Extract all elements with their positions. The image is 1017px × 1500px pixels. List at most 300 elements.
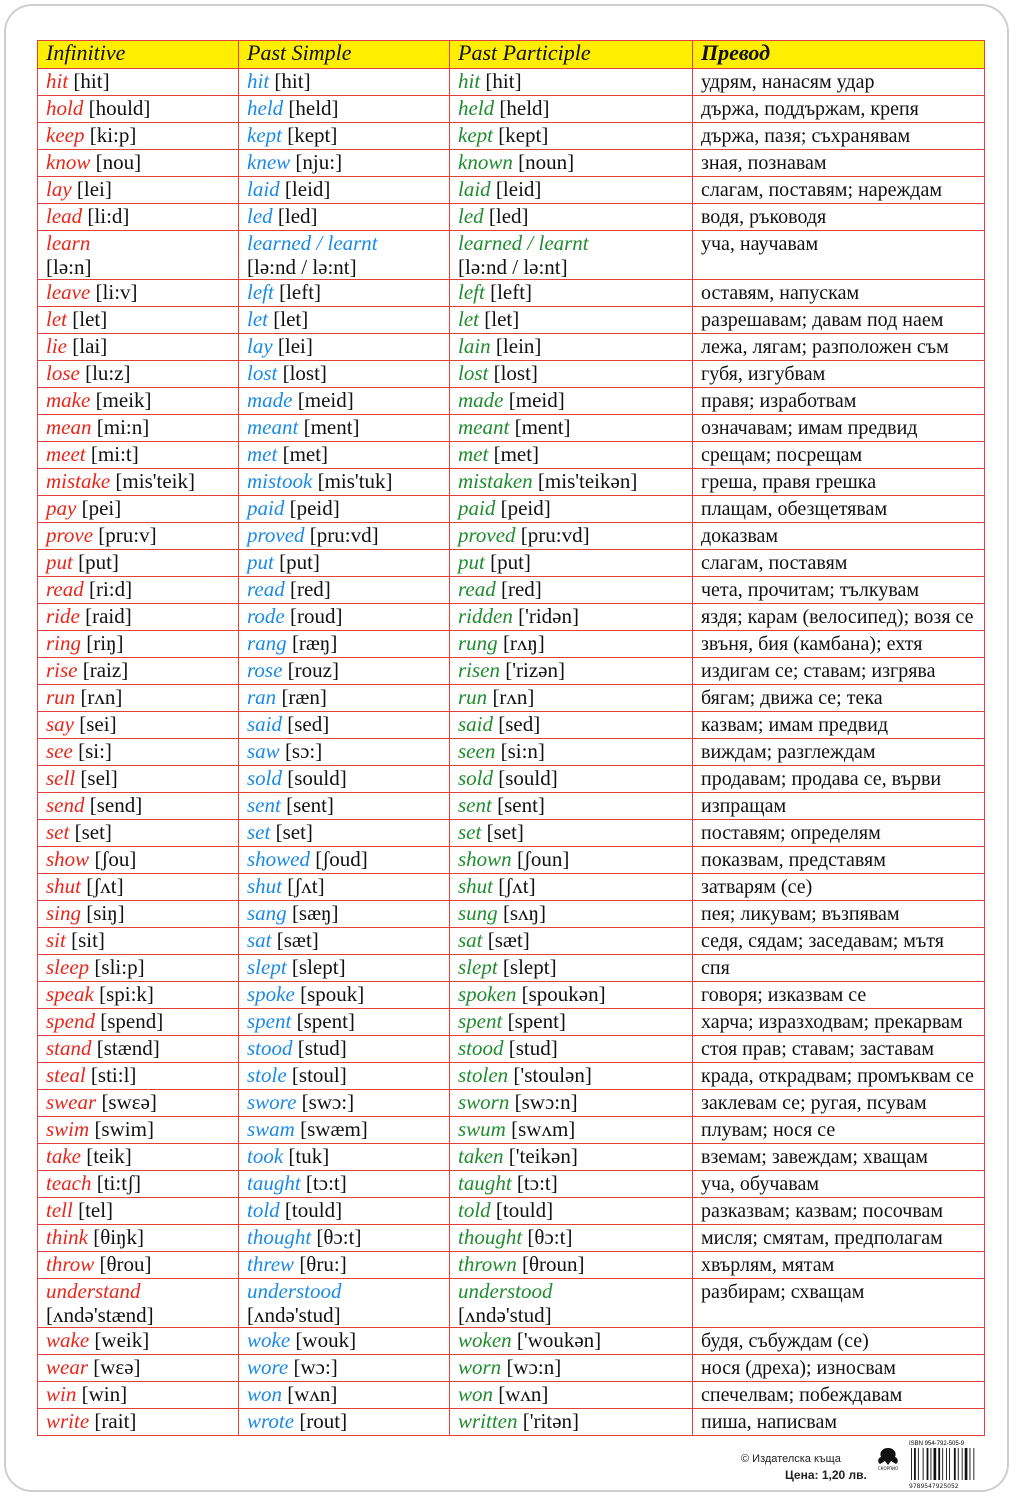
infinitive-cell: [38, 793, 239, 820]
past-participle-word: sent: [458, 793, 492, 817]
translation-cell: [693, 820, 985, 847]
barcode-bar: [962, 1448, 963, 1480]
verb-row: [38, 874, 985, 901]
past-participle-cell: [450, 361, 693, 388]
infinitive-word: wear: [46, 1355, 88, 1379]
past-simple-transcription: [sed]: [287, 712, 330, 736]
past-simple-transcription: [ment]: [303, 415, 360, 439]
infinitive-transcription: [ri:d]: [88, 577, 133, 601]
past-participle-transcription: [hit]: [485, 69, 522, 93]
past-participle-transcription: [ment]: [514, 415, 571, 439]
verb-row: [38, 1279, 985, 1328]
past-simple-cell: [239, 1355, 450, 1382]
verb-row: [38, 442, 985, 469]
infinitive-word: swim: [46, 1117, 90, 1141]
translation-text: показвам, представям: [701, 849, 886, 871]
verb-row: [38, 204, 985, 231]
infinitive-cell: [38, 69, 239, 96]
translation-cell: [693, 685, 985, 712]
past-simple-word: shut: [247, 874, 283, 898]
past-simple-cell: [239, 1009, 450, 1036]
past-participle-cell: [450, 469, 693, 496]
past-simple-transcription: [held]: [288, 96, 339, 120]
past-simple-word: put: [247, 550, 274, 574]
infinitive-word: write: [46, 1409, 90, 1433]
translation-text: уча, обучавам: [701, 1173, 819, 1195]
past-participle-cell: [450, 1009, 693, 1036]
barcode-bar: [954, 1448, 956, 1480]
past-participle-transcription: [mis'teikən]: [537, 469, 638, 493]
past-simple-word: proved: [247, 523, 305, 547]
past-participle-transcription: [meid]: [508, 388, 565, 412]
translation-cell: [693, 1409, 985, 1436]
infinitive-transcription: [sit]: [71, 928, 105, 952]
verb-row: [38, 577, 985, 604]
infinitive-word: lose: [46, 361, 80, 385]
past-participle-cell: [450, 847, 693, 874]
past-simple-word: rose: [247, 658, 283, 682]
barcode-bar: [923, 1448, 924, 1480]
translation-text: греша, правя грешка: [701, 471, 877, 493]
infinitive-word: sleep: [46, 955, 90, 979]
verb-row: [38, 1328, 985, 1355]
translation-text: разрешавам; давам под наем: [701, 309, 944, 331]
verb-row: [38, 739, 985, 766]
past-simple-word: paid: [247, 496, 285, 520]
translation-text: плувам; нося се: [701, 1119, 836, 1141]
infinitive-cell: [38, 442, 239, 469]
translation-text: седя, сядам; заседавам; мътя: [701, 930, 944, 952]
infinitive-word: hit: [46, 69, 69, 93]
past-participle-cell: [450, 1063, 693, 1090]
translation-text: срещам; посрещам: [701, 444, 863, 466]
past-simple-word: swore: [247, 1090, 297, 1114]
verb-row: [38, 1036, 985, 1063]
past-participle-cell: [450, 523, 693, 550]
past-simple-cell: [239, 820, 450, 847]
past-participle-transcription: ['woukən]: [516, 1328, 602, 1352]
past-participle-transcription: [rʌn]: [492, 685, 535, 709]
past-simple-word: sent: [247, 793, 281, 817]
translation-text: доказвам: [701, 525, 779, 547]
past-participle-word: learned / learnt: [458, 231, 589, 255]
past-simple-word: wore: [247, 1355, 289, 1379]
infinitive-cell: [38, 1328, 239, 1355]
infinitive-word: pay: [46, 496, 77, 520]
past-simple-word: rang: [247, 631, 287, 655]
past-participle-word: run: [458, 685, 488, 709]
past-simple-cell: [239, 123, 450, 150]
infinitive-cell: [38, 96, 239, 123]
verb-row: [38, 523, 985, 550]
past-simple-cell: [239, 982, 450, 1009]
past-participle-word: won: [458, 1382, 494, 1406]
past-participle-word: risen: [458, 658, 500, 682]
past-participle-cell: [450, 177, 693, 204]
translation-text: харча; изразходвам; прекарвам: [701, 1011, 963, 1033]
past-participle-transcription: [wɔ:n]: [506, 1355, 562, 1379]
past-participle-word: stood: [458, 1036, 504, 1060]
past-participle-word: meant: [458, 415, 510, 439]
barcode-bar: [946, 1448, 947, 1480]
past-participle-cell: [450, 1144, 693, 1171]
past-simple-transcription: [lə:nd / lə:nt]: [247, 255, 357, 279]
past-simple-cell: [239, 1090, 450, 1117]
past-simple-word: swam: [247, 1117, 295, 1141]
past-participle-cell: [450, 739, 693, 766]
infinitive-cell: [38, 1036, 239, 1063]
translation-cell: [693, 96, 985, 123]
past-simple-cell: [239, 901, 450, 928]
verb-row: [38, 1171, 985, 1198]
infinitive-transcription: [pei]: [81, 496, 122, 520]
translation-cell: [693, 982, 985, 1009]
past-simple-cell: [239, 793, 450, 820]
verb-row: [38, 177, 985, 204]
infinitive-word: lie: [46, 334, 67, 358]
infinitive-transcription: [spend]: [100, 1009, 164, 1033]
infinitive-word: teach: [46, 1171, 92, 1195]
past-simple-word: sang: [247, 901, 287, 925]
copyright-text: © Издателска къща: [741, 1453, 841, 1465]
past-simple-word: threw: [247, 1252, 295, 1276]
infinitive-transcription: [lu:z]: [85, 361, 131, 385]
past-participle-word: sold: [458, 766, 494, 790]
infinitive-word: leave: [46, 280, 91, 304]
past-participle-word: set: [458, 820, 482, 844]
infinitive-word: say: [46, 712, 74, 736]
verb-row: [38, 69, 985, 96]
infinitive-cell: [38, 1144, 239, 1171]
infinitive-word: keep: [46, 123, 85, 147]
past-simple-transcription: [sɔ:]: [284, 739, 323, 763]
past-participle-word: seen: [458, 739, 496, 763]
past-participle-transcription: [tould]: [495, 1198, 554, 1222]
translation-text: пея; ликувам; възпявам: [701, 903, 900, 925]
past-simple-transcription: [θɔ:t]: [316, 1225, 362, 1249]
past-simple-cell: [239, 739, 450, 766]
infinitive-transcription: [weik]: [94, 1328, 150, 1352]
past-participle-word: put: [458, 550, 485, 574]
verb-row: [38, 1409, 985, 1436]
past-participle-transcription: [peid]: [500, 496, 551, 520]
past-participle-transcription: [let]: [484, 307, 520, 331]
infinitive-cell: [38, 982, 239, 1009]
past-participle-word: spent: [458, 1009, 503, 1033]
irregular-verbs-table: [37, 40, 985, 1436]
price-text: Цена: 1,20 лв.: [785, 1468, 867, 1482]
verb-row: [38, 388, 985, 415]
past-simple-word: lost: [247, 361, 278, 385]
barcode-bar: [970, 1448, 971, 1480]
infinitive-word: mean: [46, 415, 92, 439]
verb-row: [38, 1355, 985, 1382]
translation-cell: [693, 280, 985, 307]
verb-row: [38, 712, 985, 739]
infinitive-cell: [38, 577, 239, 604]
translation-cell: [693, 1355, 985, 1382]
past-participle-cell: [450, 658, 693, 685]
past-participle-cell: [450, 1090, 693, 1117]
past-participle-word: shut: [458, 874, 494, 898]
past-simple-transcription: [set]: [275, 820, 313, 844]
past-participle-word: held: [458, 96, 495, 120]
past-participle-transcription: [spent]: [507, 1009, 566, 1033]
verb-row: [38, 928, 985, 955]
past-simple-transcription: [met]: [282, 442, 329, 466]
infinitive-cell: [38, 712, 239, 739]
infinitive-transcription: [mi:n]: [96, 415, 150, 439]
verb-row: [38, 280, 985, 307]
verb-row: [38, 334, 985, 361]
past-simple-transcription: [kept]: [287, 123, 338, 147]
infinitive-transcription: [sti:l]: [90, 1063, 137, 1087]
barcode-number: 9789547925052: [909, 1483, 959, 1489]
translation-text: спечелвам; побеждавам: [701, 1384, 903, 1406]
infinitive-transcription: [θiŋk]: [93, 1225, 145, 1249]
past-participle-word: thought: [458, 1225, 523, 1249]
translation-cell: [693, 496, 985, 523]
past-participle-word: spoken: [458, 982, 517, 1006]
publisher-logo-icon: [873, 1445, 903, 1471]
infinitive-cell: [38, 1090, 239, 1117]
past-simple-word: ran: [247, 685, 277, 709]
past-participle-cell: [450, 820, 693, 847]
past-participle-word: rung: [458, 631, 498, 655]
infinitive-transcription: [swim]: [94, 1117, 154, 1141]
past-simple-cell: [239, 1328, 450, 1355]
verb-row: [38, 1225, 985, 1252]
translation-cell: [693, 177, 985, 204]
past-participle-cell: [450, 874, 693, 901]
past-simple-transcription: [put]: [279, 550, 320, 574]
past-simple-word: mistook: [247, 469, 313, 493]
past-participle-cell: [450, 1409, 693, 1436]
translation-cell: [693, 1225, 985, 1252]
past-participle-transcription: [ʃoun]: [516, 847, 570, 871]
past-participle-word: sat: [458, 928, 483, 952]
past-simple-transcription: [wɔ:]: [293, 1355, 338, 1379]
past-participle-transcription: [sent]: [497, 793, 545, 817]
past-simple-transcription: [mis'tuk]: [317, 469, 393, 493]
translation-cell: [693, 123, 985, 150]
translation-text: хвърлям, мятам: [701, 1254, 835, 1276]
past-participle-transcription: [held]: [499, 96, 550, 120]
translation-cell: [693, 604, 985, 631]
past-participle-transcription: [swʌm]: [511, 1117, 576, 1141]
translation-text: уча, научавам: [701, 233, 819, 255]
past-participle-transcription: ['stoulən]: [513, 1063, 592, 1087]
translation-cell: [693, 631, 985, 658]
header-past-simple: Past Simple: [239, 41, 450, 69]
past-participle-cell: [450, 793, 693, 820]
infinitive-transcription: [li:v]: [95, 280, 138, 304]
translation-cell: [693, 204, 985, 231]
past-participle-transcription: ['ritən]: [522, 1409, 580, 1433]
translation-text: слагам, поставям: [701, 552, 848, 574]
verb-row: [38, 1090, 985, 1117]
past-participle-transcription: [ʃʌt]: [498, 874, 536, 898]
translation-text: казвам; имам предвид: [701, 714, 889, 736]
infinitive-cell: [38, 361, 239, 388]
verb-row: [38, 1144, 985, 1171]
past-simple-transcription: [stoul]: [291, 1063, 347, 1087]
verb-row: [38, 820, 985, 847]
past-simple-word: saw: [247, 739, 280, 763]
infinitive-word: sing: [46, 901, 82, 925]
past-simple-word: thought: [247, 1225, 312, 1249]
barcode-bar: [973, 1448, 974, 1480]
past-simple-cell: [239, 1382, 450, 1409]
infinitive-transcription: [ʃou]: [94, 847, 137, 871]
past-simple-word: understood: [247, 1279, 342, 1303]
past-simple-transcription: [ʃoud]: [315, 847, 368, 871]
past-participle-word: lost: [458, 361, 489, 385]
past-simple-transcription: [tould]: [284, 1198, 343, 1222]
past-simple-cell: [239, 307, 450, 334]
barcode-bar: [934, 1448, 937, 1480]
infinitive-transcription: [let]: [72, 307, 108, 331]
infinitive-transcription: [si:]: [78, 739, 112, 763]
translation-text: пиша, написвам: [701, 1411, 837, 1433]
translation-text: издигам се; ставам; изгрява: [701, 660, 936, 682]
past-participle-cell: [450, 1171, 693, 1198]
verb-row: [38, 307, 985, 334]
infinitive-cell: [38, 1252, 239, 1279]
infinitive-cell: [38, 820, 239, 847]
infinitive-transcription: [raid]: [85, 604, 132, 628]
past-simple-cell: [239, 204, 450, 231]
past-participle-cell: [450, 577, 693, 604]
infinitive-cell: [38, 1063, 239, 1090]
infinitive-word: think: [46, 1225, 88, 1249]
translation-text: зная, познавам: [701, 152, 827, 174]
past-participle-word: worn: [458, 1355, 502, 1379]
translation-cell: [693, 766, 985, 793]
verb-row: [38, 123, 985, 150]
translation-cell: [693, 1279, 985, 1328]
translation-text: продавам; продава се, върви: [701, 768, 942, 790]
past-simple-word: laid: [247, 177, 280, 201]
barcode-bar: [958, 1448, 959, 1480]
infinitive-cell: [38, 1171, 239, 1198]
infinitive-cell: [38, 1382, 239, 1409]
past-simple-cell: [239, 847, 450, 874]
infinitive-transcription: [raiz]: [82, 658, 129, 682]
past-simple-word: sat: [247, 928, 272, 952]
past-participle-transcription: [slept]: [502, 955, 557, 979]
past-participle-word: slept: [458, 955, 498, 979]
translation-cell: [693, 307, 985, 334]
past-simple-cell: [239, 388, 450, 415]
barcode-bar: [949, 1448, 950, 1480]
infinitive-cell: [38, 334, 239, 361]
past-participle-word: taken: [458, 1144, 504, 1168]
infinitive-word: tell: [46, 1198, 73, 1222]
translation-text: лежа, лягам; разположен съм: [701, 336, 949, 358]
infinitive-transcription: [stænd]: [96, 1036, 160, 1060]
verb-row: [38, 685, 985, 712]
infinitive-word: let: [46, 307, 67, 331]
infinitive-cell: [38, 415, 239, 442]
translation-cell: [693, 928, 985, 955]
past-participle-cell: [450, 1036, 693, 1063]
past-participle-word: led: [458, 204, 484, 228]
translation-text: поставям; определям: [701, 822, 881, 844]
infinitive-transcription: [teik]: [86, 1144, 132, 1168]
past-simple-word: showed: [247, 847, 310, 871]
translation-cell: [693, 1328, 985, 1355]
past-simple-transcription: [ʌndə'stud]: [247, 1303, 341, 1327]
past-simple-cell: [239, 177, 450, 204]
infinitive-cell: [38, 955, 239, 982]
verb-row: [38, 1009, 985, 1036]
translation-cell: [693, 793, 985, 820]
past-participle-cell: [450, 955, 693, 982]
past-simple-word: led: [247, 204, 273, 228]
translation-cell: [693, 442, 985, 469]
infinitive-word: shut: [46, 874, 82, 898]
past-simple-cell: [239, 69, 450, 96]
past-participle-transcription: [θɔ:t]: [527, 1225, 573, 1249]
infinitive-cell: [38, 604, 239, 631]
past-participle-cell: [450, 1279, 693, 1328]
translation-text: губя, изгубвам: [701, 363, 826, 385]
infinitive-transcription: [set]: [74, 820, 112, 844]
infinitive-word: set: [46, 820, 70, 844]
verb-row: [38, 1063, 985, 1090]
past-simple-cell: [239, 96, 450, 123]
past-simple-cell: [239, 766, 450, 793]
infinitive-cell: [38, 388, 239, 415]
past-participle-word: sung: [458, 901, 498, 925]
past-participle-cell: [450, 415, 693, 442]
verb-row: [38, 150, 985, 177]
translation-cell: [693, 901, 985, 928]
past-participle-word: thrown: [458, 1252, 517, 1276]
past-simple-transcription: [swæm]: [300, 1117, 368, 1141]
past-participle-cell: [450, 766, 693, 793]
past-simple-transcription: [sould]: [287, 766, 347, 790]
verb-row: [38, 469, 985, 496]
past-participle-transcription: [tɔ:t]: [516, 1171, 558, 1195]
past-simple-transcription: [spouk]: [300, 982, 365, 1006]
infinitive-cell: [38, 874, 239, 901]
infinitive-transcription: [wɛə]: [93, 1355, 141, 1379]
past-simple-transcription: [hit]: [274, 69, 311, 93]
past-participle-transcription: [led]: [488, 204, 529, 228]
translation-text: водя, ръководя: [701, 206, 827, 228]
infinitive-cell: [38, 123, 239, 150]
past-participle-transcription: [stud]: [508, 1036, 558, 1060]
translation-text: затварям (се): [701, 876, 813, 898]
translation-text: яздя; карам (велосипед); возя се: [701, 606, 974, 628]
past-participle-word: proved: [458, 523, 516, 547]
translation-text: удрям, нанасям удар: [701, 71, 875, 93]
translation-text: нося (дреха); износвам: [701, 1357, 896, 1379]
past-simple-cell: [239, 577, 450, 604]
past-simple-transcription: [ʃʌt]: [287, 874, 325, 898]
past-participle-transcription: [sed]: [498, 712, 541, 736]
infinitive-word: lay: [46, 177, 72, 201]
infinitive-transcription: [sei]: [79, 712, 117, 736]
past-simple-transcription: [let]: [273, 307, 309, 331]
past-simple-cell: [239, 874, 450, 901]
translation-cell: [693, 1063, 985, 1090]
infinitive-transcription: [put]: [78, 550, 119, 574]
infinitive-word: ring: [46, 631, 82, 655]
past-participle-transcription: [θroun]: [521, 1252, 585, 1276]
